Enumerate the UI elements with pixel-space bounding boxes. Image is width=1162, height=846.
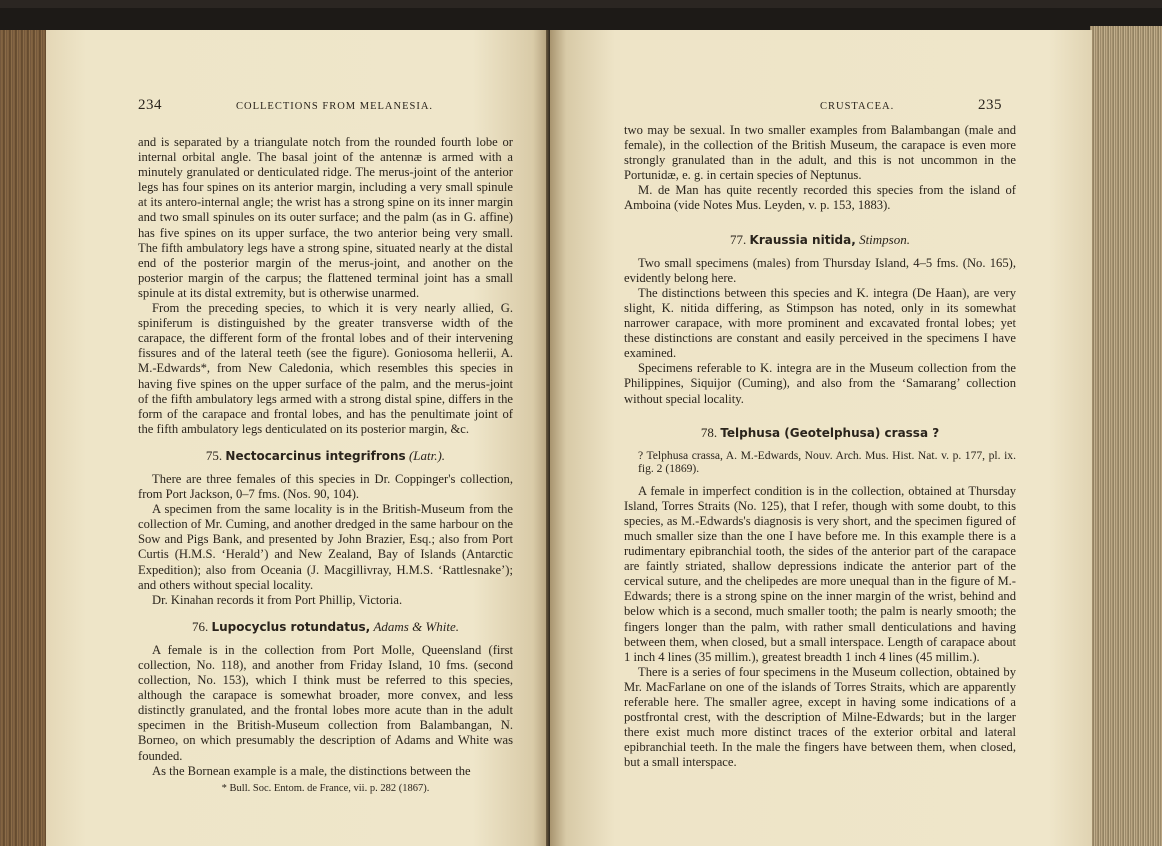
paragraph: and is separated by a triangulate notch from the rounded fourth lobe or internal orbital angle. The basal joint of the antennæ is armed with a minutely granulated or denticulated ridge. The merus-joint of the anterior legs has four spines on its anterior margin, including a very small spinule at its antero-internal angle; the wrist has a strong spine on its inner margin and two small spinules on its outer surface; and the palm (as in G. affine) has five spines on its upper surface, the two anterior being very small. The fifth ambulatory legs have a strong spine, situated nearly at the distal end of the posterior margin of the merus-joint, and another on the posterior margin of the carpus; the flattened terminal joint has a small spinule at its distal extremity, but is otherwise unarmed. (138, 135, 513, 300)
right-page-edges (1090, 26, 1162, 846)
species-author: Adams & White. (373, 618, 460, 634)
paragraph: A specimen from the same locality is in the British-Museum from the collection of Mr. Cuming, and another dredged in the same harbour on the Sow and Pigs Bank, and presented by John Brazier, Esq.; also from Port Curtis (H.M.S. ‘Herald’) and New Zealand, Bay of Islands (Antarctic Expedition); also from Oceania (J. Macgillivray, H.M.S. ‘Rattlesnake’); and others without special locality. (138, 502, 513, 592)
section-number: 77. (730, 231, 747, 247)
section-number: 78. (700, 424, 718, 440)
paragraph: As the Bornean example is a male, the distinctions between the (152, 763, 471, 778)
species-name: Kraussia nitida, (749, 232, 856, 247)
right-page-number: 235 (978, 97, 1002, 113)
left-page (46, 30, 548, 846)
species-name: Telphusa (Geotelphusa) crassa ? (720, 425, 940, 440)
paragraph: Two small specimens (males) from Thursday Island, 4–5 fms. (No. 165), evidently belong here. (624, 255, 1016, 285)
synonymy: ? Telphusa crassa, A. M.-Edwards, Nouv. Arch. Mus. Hist. Nat. v. p. 177, pl. ix. fig. 2 (1869). (638, 448, 1016, 476)
section-number: 75. (205, 447, 223, 463)
paragraph: two may be sexual. In two smaller examples from Balambangan (male and female), in the collection of the British Museum, the carapace is even more strongly granulated than in the adult, and this is not uncommon in the Portunidæ, e. g. in certain species of Neptunus. (624, 123, 1016, 183)
left-page-edges (0, 30, 48, 846)
left-text-block (138, 135, 513, 796)
section-heading-77 (624, 232, 1016, 248)
species-name: Nectocarcinus integrifrons (225, 448, 406, 463)
right-page (550, 30, 1092, 846)
section-number: 76. (191, 618, 209, 634)
species-author: Stimpson. (859, 231, 910, 247)
right-running-head: CRUSTACEA. (820, 101, 895, 112)
section-heading-78 (624, 425, 1016, 441)
paragraph: There are three females of this species in Dr. Coppinger's collection, from Port Jackson, 0–7 fms. (Nos. 90, 104). (138, 471, 513, 502)
right-text-block (624, 123, 1016, 770)
paragraph: Dr. Kinahan records it from Port Phillip, Victoria. (152, 592, 403, 607)
book-spread (0, 8, 1162, 846)
left-running-head: COLLECTIONS FROM MELANESIA. (236, 101, 434, 112)
paragraph: A female is in the collection from Port Molle, Queensland (first collection, No. 118), and another from Friday Island, 10 fms. (second collection, No. 153), which I think must be referred to this species, although the carapace is somewhat broader, more convex, and less distinctly granulated, and the frontal lobes more acute than in the adult specimen in the British-Museum collection from Balambangan, N. Borneo, on which presumably the description of Adams and White was founded. (138, 642, 513, 763)
left-page-number: 234 (138, 97, 162, 113)
paragraph: The distinctions between this species and K. integra (De Haan), are very slight, K. nitida differing, as Stimpson has noted, only in its somewhat narrower carapace, with more prominent and excavated frontal lobes; yet these distinctions are constant and easily perceived in the specimens I have examined. (624, 285, 1016, 361)
paragraph: There is a series of four specimens in the Museum collection, obtained by Mr. MacFarlane on one of the islands of Torres Straits, which are apparently referable here. The smaller agree, except in having some indications of a postfrontal crest, with the description of Milne-Edwards; but in the larger there exist much more distinct traces of the exterior orbital and lateral epibranchial teeth. In the male the fingers have between them, when closed, but a small interspace. (624, 664, 1016, 770)
footnote: * Bull. Soc. Entom. de France, vii. p. 282 (1867). (221, 782, 430, 794)
paragraph: From the preceding species, to which it is very nearly allied, G. spiniferum is distinguished by the greater transverse width of the carapace, the different form of the frontal lobes and of their intervening fissures and of the lateral teeth (see the figure). Goniosoma hellerii, A. M.-Edwards*, from New Caledonia, which resembles this species in having five spines on the upper surface of the palm, and the merus-joint of the fifth ambulatory legs armed with a strong distal spine, differs in the form of the carapace and frontal lobes, and has the penultimate joint of the fifth ambulatory legs denticulated on its posterior margin, &c. (138, 301, 513, 436)
section-heading-76 (138, 619, 513, 635)
species-author: (Latr.). (408, 447, 446, 463)
paragraph: Specimens referable to K. integra are in the Museum collection from the Philippines, Siquijor (Cuming), and also from the ‘Samarang’ collection without special locality. (624, 361, 1016, 406)
paragraph: A female in imperfect condition is in the collection, obtained at Thursday Island, Torres Straits (No. 125), that I refer, though with some doubt, to this species, as M.-Edwards's diagnosis is very short, and the specimen figured of much smaller size than the one I have before me. In this example there is a rudimentary epibranchial tooth, the sides of the anterior part of the carapace are faintly striated, shallow depressions indicate the anterior part of the cervical suture, and the chelipedes are more unequal than in the figure of M.-Edwards; there is a strong spine on the inner margin of the wrist, behind and below which is a second, much smaller tooth; the palm is nearly smooth; the fingers longer than the palm, with rather small denticulations and having between them, when closed, but a small interspace. Length of carapace about 1 inch 4 lines (35 millim.), greatest breadth 1 inch 4 lines (45 millim.). (624, 483, 1016, 664)
paragraph: M. de Man has quite recently recorded this species from the island of Amboina (vide Notes Mus. Leyden, v. p. 153, 1883). (624, 183, 1016, 213)
species-name: Lupocyclus rotundatus, (211, 619, 371, 634)
section-heading-75 (138, 448, 513, 464)
